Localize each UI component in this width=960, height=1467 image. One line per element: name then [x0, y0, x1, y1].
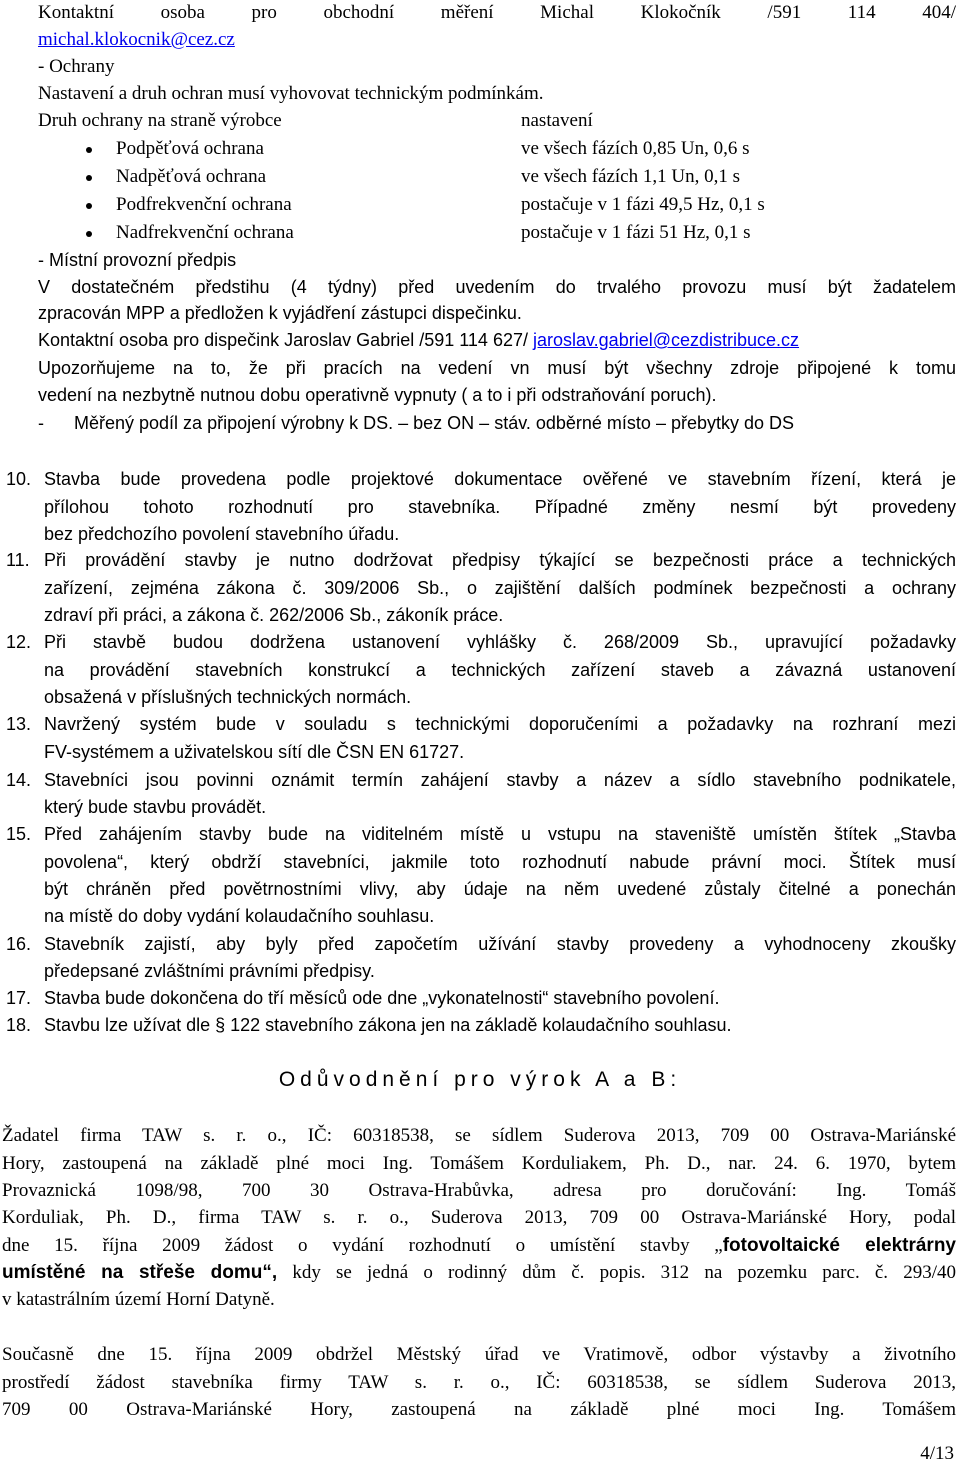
protection-setting: postačuje v 1 fázi 51 Hz, 0,1 s: [521, 222, 751, 243]
bullet-icon: [86, 231, 92, 237]
dispatch-email-link[interactable]: jaroslav.gabriel@cezdistribuce.cz: [532, 330, 800, 350]
reason-line: prostředí žádost stavebníka firmy TAW s. r. o., IČ: 60318538, se sídlem Suderova 2013,: [2, 1372, 956, 1393]
item-line: obsažená v příslušných technických normách.: [44, 687, 412, 707]
item-line: Stavebníci jsou povinni oznámit termín zahájení stavby a název a sídlo stavebního podnikatele,: [44, 770, 956, 790]
reason-line-with-bold: [2, 1260, 956, 1286]
reason-line: Žadatel firma TAW s. r. o., IČ: 60318538, se sídlem Suderova 2013, 709 00 Ostrava-Mariánské: [2, 1125, 956, 1146]
contact-email-link[interactable]: michal.klokocnik@cez.cz: [38, 29, 235, 50]
item-line: který bude stavbu provádět.: [44, 797, 267, 817]
item-line: zařízení, zejména zákona č. 309/2006 Sb., o zajištění dalších podmínek bezpečnosti a ochrany: [44, 578, 956, 598]
reason-line: Hory, zastoupená na základě plné moci Ing. Tomášem Korduliakem, Ph. D., nar. 24. 6. 1970, bytem: [2, 1153, 956, 1174]
reason-line: Korduliak, Ph. D., firma TAW s. r. o., Suderova 2013, 709 00 Ostrava-Mariánské Hory, podal: [2, 1207, 956, 1228]
item-line: Stavba bude dokončena do tří měsíců ode dne „vykonatelnosti“ stavebního povolení.: [44, 988, 720, 1008]
project-name-bold: umístěné na střeše domu: [2, 1262, 263, 1283]
mpp-line: zpracován MPP a předložen k vyjádření zástupci dispečinku.: [38, 303, 522, 323]
reason-text: dne 15. října 2009 žádost o vydání rozhodnutí o umístění stavby „: [2, 1235, 723, 1256]
protection-type: Nadfrekvenční ochrana: [116, 222, 294, 243]
item-line: Stavebník zajistí, aby byly před započetím užívání stavby provedeny a vyhodnoceny zkoušky: [44, 934, 956, 954]
item-number: 18.: [6, 1015, 32, 1035]
page-number: 4/13: [920, 1443, 954, 1464]
item-line: Před zahájením stavby bude na viditelném místě u vstupu na staveniště umístěn štítek „Stavba: [44, 824, 956, 844]
reason-heading: Odůvodnění pro výrok A a B:: [278, 1068, 682, 1091]
protection-type: Podpěťová ochrana: [116, 138, 264, 159]
protection-row: [0, 220, 960, 246]
protection-setting: postačuje v 1 fázi 49,5 Hz, 0,1 s: [521, 194, 765, 215]
dash: -: [38, 413, 44, 433]
mpp-line: vedení na nezbytně nutnou dobu operativně vypnuty ( a to i při odstraňování poruch).: [38, 385, 717, 405]
item-line: bez předchozího povolení stavebního úřadu.: [44, 524, 400, 544]
table-header-right: nastavení: [521, 110, 593, 131]
item-line: být chráněn před povětrnostními vlivy, aby údaje na něm uvedené zůstaly čitelné a ponechán: [44, 879, 956, 899]
reason-line-with-bold: [2, 1233, 956, 1259]
item-line: povolena“, který obdrží stavebníci, jakmile toto rozhodnutí nabude právní moci. Štítek musí: [44, 852, 956, 872]
item-number: 11.: [6, 550, 30, 570]
ochrany-text: Nastavení a druh ochran musí vyhovovat technickým podmínkám.: [38, 83, 544, 104]
protection-row: [0, 164, 960, 190]
reason-text: kdy se jedná o rodinný dům č. popis. 312 na pozemku parc. č. 293/40: [277, 1262, 956, 1283]
table-header-left: Druh ochrany na straně výrobce: [38, 110, 282, 131]
ochrany-title: - Ochrany: [38, 56, 115, 77]
item-line: na místě do doby vydání kolaudačního souhlasu.: [44, 906, 435, 926]
bullet-icon: [86, 147, 92, 153]
protection-row: [0, 192, 960, 218]
mpp-line: V dostatečném předstihu (4 týdny) před uvedením do trvalého provozu musí být žadatelem: [38, 277, 956, 297]
item-line: zdraví při práci, a zákona č. 262/2006 Sb., zákoník práce.: [44, 605, 504, 625]
mpp-title: - Místní provozní předpis: [38, 250, 237, 270]
table-header: [38, 108, 956, 134]
protection-type: Nadpěťová ochrana: [116, 166, 267, 187]
item-line: FV-systémem a uživatelskou sítí dle ČSN EN 61727.: [44, 742, 465, 762]
reason-line: Provaznická 1098/98, 700 30 Ostrava-Hrabůvka, adresa pro doručování: Ing. Tomáš: [2, 1180, 956, 1201]
item-line: Stavbu lze užívat dle § 122 stavebního zákona jen na základě kolaudačního souhlasu.: [44, 1015, 732, 1035]
item-number: 14.: [6, 770, 32, 790]
item-number: 12.: [6, 632, 32, 652]
item-line: přílohou tohoto rozhodnutí pro stavebníka. Případné změny nesmí být provedeny: [44, 497, 956, 517]
protection-type: Podfrekvenční ochrana: [116, 194, 292, 215]
protection-row: [0, 136, 960, 162]
item-line: na provádění stavebních konstrukcí a technických zařízení staveb a závazná ustanovení: [44, 660, 956, 680]
project-name-bold: fotovoltaické elektrárny: [722, 1235, 956, 1256]
bullet-icon: [86, 203, 92, 209]
metering-text: Měřený podíl za připojení výrobny k DS. – bez ON – stáv. odběrné místo – přebytky do DS: [74, 413, 795, 433]
protection-setting: ve všech fázích 0,85 Un, 0,6 s: [521, 138, 750, 159]
contact-email-line: [38, 27, 956, 53]
item-number: 13.: [6, 714, 32, 734]
item-line: Navržený systém bude v souladu s technickými doporučeními a požadavky na rozhraní mezi: [44, 714, 956, 734]
dispatch-contact-line: [38, 327, 956, 353]
item-line: Stavba bude provedena podle projektové dokumentace ověřené ve stavebním řízení, která je: [44, 469, 956, 489]
bullet-icon: [86, 175, 92, 181]
item-number: 15.: [6, 824, 32, 844]
closing-quote: “,: [262, 1262, 278, 1283]
item-line: předepsané zvláštními právními předpisy.: [44, 961, 375, 981]
item-line: Při stavbě budou dodržena ustanovení vyhlášky č. 268/2009 Sb., upravující požadavky: [44, 632, 956, 652]
item-number: 17.: [6, 988, 32, 1008]
item-number: 16.: [6, 934, 32, 954]
contact-line: Kontaktní osoba pro obchodní měření Michal Klokočník /591 114 404/: [38, 2, 956, 23]
reason-line: Současně dne 15. října 2009 obdržel Městský úřad ve Vratimově, odbor výstavby a životního: [2, 1344, 956, 1365]
reason-line: 709 00 Ostrava-Mariánské Hory, zastoupená na základě plné moci Ing. Tomášem: [2, 1399, 956, 1420]
reason-line: v katastrálním území Horní Datyně.: [2, 1289, 275, 1310]
protection-setting: ve všech fázích 1,1 Un, 0,1 s: [521, 166, 740, 187]
item-number: 10.: [6, 469, 32, 489]
mpp-line: Upozorňujeme na to, že při pracích na vedení vn musí být všechny zdroje připojené k tomu: [38, 358, 956, 378]
metering-line: [38, 410, 956, 436]
item-line: Při provádění stavby je nutno dodržovat předpisy týkající se bezpečnosti práce a technických: [44, 550, 956, 570]
dispatch-contact-text: Kontaktní osoba pro dispečink Jaroslav Gabriel /591 114 627/: [38, 330, 533, 350]
